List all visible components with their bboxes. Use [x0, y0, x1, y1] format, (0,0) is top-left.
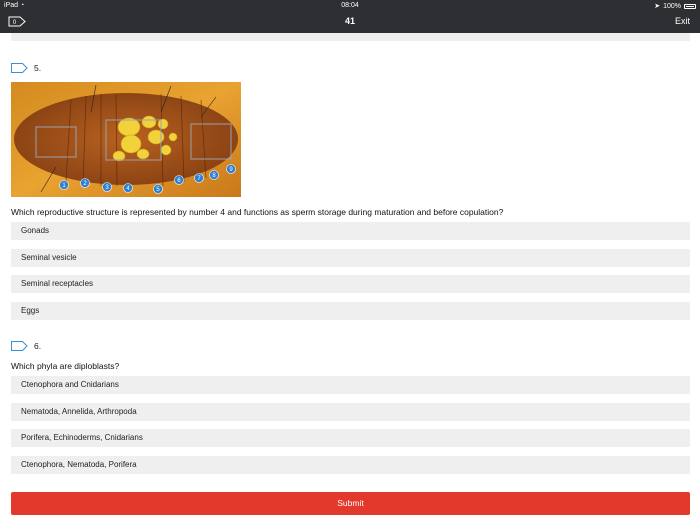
wifi-icon: ◔: [19, 2, 25, 9]
q5-option-eggs[interactable]: Eggs: [11, 302, 690, 320]
flag-icon[interactable]: [11, 341, 28, 351]
status-right: [654, 2, 696, 10]
q6-option-1[interactable]: Ctenophora and Cnidarians: [11, 376, 690, 394]
question-5-header: [11, 63, 41, 73]
q6-option-3[interactable]: Porifera, Echinoderms, Cnidarians: [11, 429, 690, 447]
marker-9: 9: [229, 167, 233, 173]
battery-percent: 100%: [663, 2, 681, 10]
marker-7: 7: [197, 176, 201, 182]
battery-icon: [684, 4, 696, 9]
marker-1: 1: [62, 183, 66, 189]
marker-4: 4: [126, 186, 130, 192]
exit-button[interactable]: Exit: [674, 16, 690, 26]
flag-icon[interactable]: [11, 63, 28, 73]
marker-3: 3: [105, 185, 109, 191]
marker-6: 6: [177, 178, 181, 184]
location-icon: ➤: [654, 3, 661, 10]
submit-button[interactable]: Submit: [11, 492, 690, 515]
question-6-number: 6.: [34, 341, 42, 351]
q5-option-seminal-vesicle[interactable]: Seminal vesicle: [11, 249, 690, 267]
question-5-text: Which reproductive structure is represented by number 4 and functions as sperm storage during maturation and before copulation?: [11, 207, 504, 217]
marker-8: 8: [212, 173, 216, 179]
q6-option-4[interactable]: Ctenophora, Nematoda, Porifera: [11, 456, 690, 474]
question-6-header: [11, 341, 41, 351]
question-5-number: 5.: [34, 63, 42, 73]
q5-option-gonads[interactable]: Gonads: [11, 222, 690, 240]
question-counter: 41: [344, 16, 355, 26]
marker-5: 5: [156, 187, 160, 193]
clock: 08:04: [341, 2, 359, 9]
device-name: iPad: [4, 2, 19, 9]
question-6-text: Which phyla are diploblasts?: [11, 361, 120, 371]
svg-text:0: 0: [12, 20, 17, 26]
specimen-dissection-image: [11, 82, 241, 197]
status-bar: [0, 0, 700, 11]
marker-2: 2: [83, 181, 87, 187]
q6-option-2[interactable]: Nematoda, Annelida, Arthropoda: [11, 403, 690, 421]
q5-option-seminal-receptacles[interactable]: Seminal receptacles: [11, 275, 690, 293]
tag-outline-icon[interactable]: [8, 16, 26, 27]
nav-bar: [0, 11, 700, 33]
